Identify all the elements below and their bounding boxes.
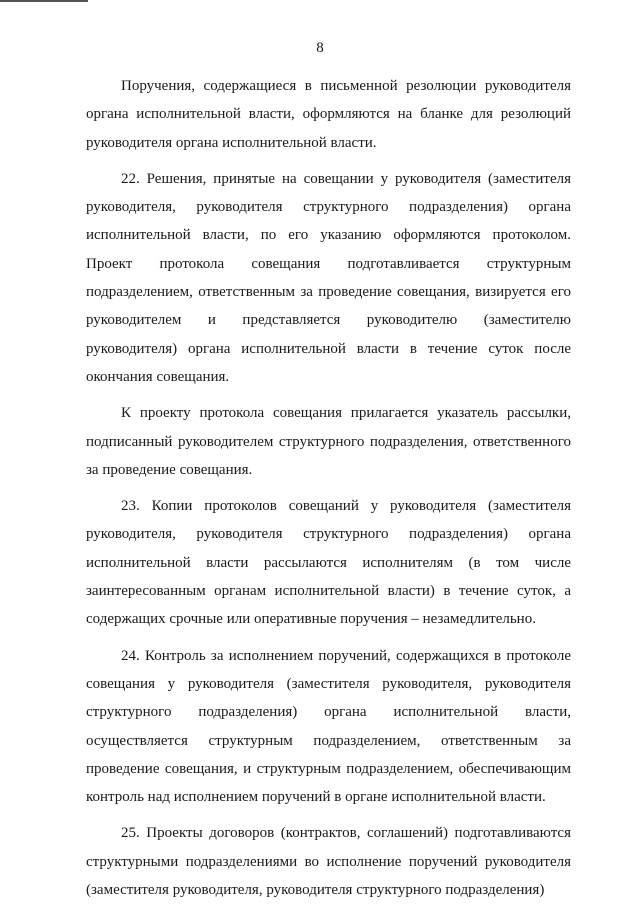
scan-edge-mark	[0, 0, 88, 2]
page-number: 8	[316, 40, 324, 56]
document-body	[86, 72, 571, 906]
paragraph-protocol-distribution: К проекту протокола совещания прилагается указатель рассылки, подписанный руководителем структурного подразделения, ответственного за проведение совещания.	[86, 405, 571, 478]
paragraph-25: 25. Проекты договоров (контрактов, соглашений) подготавливаются структурными подразделениями во исполнение поручений руководителя (заместителя руководителя, руководителя структурного подразделения)	[86, 825, 571, 899]
paragraph-24: 24. Контроль за исполнением поручений, содержащихся в протоколе совещания у руководителя (заместителя руководителя, руководителя структурного подразделения) органа исполнительной власти, осуществляется структурным подразделением, ответственным за проведение совещания, и структурным подразделением, обеспечивающим контроль над исполнением поручений в органе исполнительной власти.	[86, 647, 571, 806]
paragraph-22: 22. Решения, принятые на совещании у руководителя (заместителя руководителя, руководителя структурного подразделения) органа исполнительной власти, по его указанию оформляются протоколом. Проект протокола совещания подготавливается структурным подразделением, ответственным за проведение совещания, визируется его руководителем и представляется руководителю (заместителю руководителя) органа исполнительной власти в течение суток после окончания совещания.	[86, 170, 571, 385]
paragraph-23: 23. Копии протоколов совещаний у руководителя (заместителя руководителя, руководителя структурного подразделения) органа исполнительной власти рассылаются исполнителям (в том числе заинтересованным органам исполнительной власти) в течение суток, а содержащих срочные или оперативные поручения – незамедлительно.	[86, 498, 571, 628]
paragraph-resolution-orders: Поручения, содержащиеся в письменной резолюции руководителя органа исполнительной власти, оформляются на бланке для резолюций руководителя органа исполнительной власти.	[86, 78, 571, 151]
